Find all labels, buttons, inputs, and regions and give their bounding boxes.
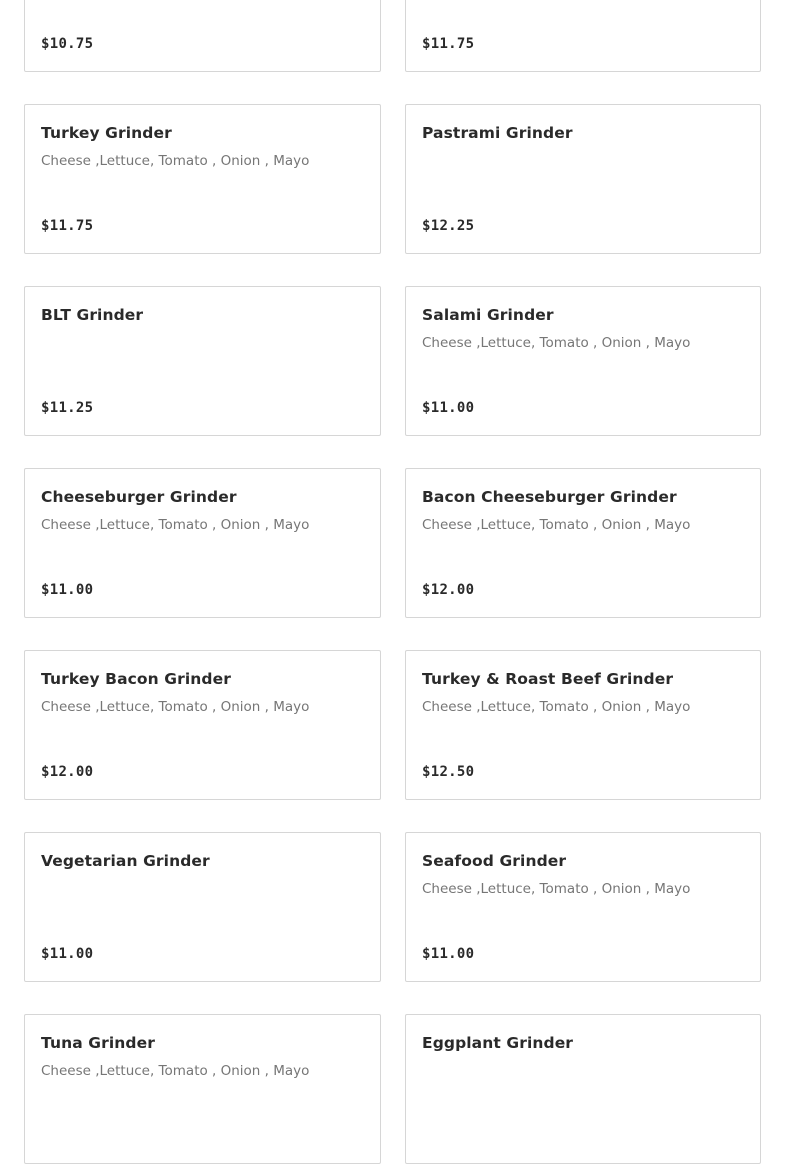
menu-item-card[interactable]: [24, 468, 381, 618]
menu-item-description: Cheese ,Lettuce, Tomato , Onion , Mayo: [422, 699, 691, 715]
menu-item-card[interactable]: [24, 650, 381, 800]
menu-item-card[interactable]: [405, 104, 761, 254]
menu-item-description: Cheese ,Lettuce, Tomato , Onion , Mayo: [422, 517, 691, 533]
menu-item-card[interactable]: [405, 468, 761, 618]
menu-item-card[interactable]: [24, 286, 381, 436]
menu-item-card[interactable]: [24, 832, 381, 982]
menu-item-price: $11.00: [41, 582, 94, 598]
menu-item-description: Cheese ,Lettuce, Tomato , Onion , Mayo: [41, 153, 310, 169]
menu-item-name: BLT Grinder: [41, 306, 144, 324]
menu-item-name: Turkey Bacon Grinder: [41, 670, 231, 688]
menu-item-name: Seafood Grinder: [422, 852, 567, 870]
menu-item-name: Salami Grinder: [422, 306, 554, 324]
menu-item-card[interactable]: [405, 0, 761, 72]
menu-item-price: $11.25: [41, 400, 94, 416]
menu-item-card[interactable]: [24, 1014, 381, 1164]
menu-item-name: Tuna Grinder: [41, 1034, 155, 1052]
menu-item-price: $12.25: [422, 218, 475, 234]
menu-item-price: $12.50: [422, 764, 475, 780]
menu-item-name: Turkey Grinder: [41, 124, 172, 142]
menu-item-price: $11.00: [41, 946, 94, 962]
menu-item-card[interactable]: [405, 286, 761, 436]
menu-item-card[interactable]: [405, 650, 761, 800]
menu-item-price: $11.75: [41, 218, 94, 234]
menu-item-card[interactable]: [405, 832, 761, 982]
menu-item-name: Turkey & Roast Beef Grinder: [422, 670, 674, 688]
menu-item-name: Vegetarian Grinder: [41, 852, 210, 870]
menu-item-card[interactable]: [405, 1014, 761, 1164]
menu-item-description: Cheese ,Lettuce, Tomato , Onion , Mayo: [41, 517, 310, 533]
menu-item-grid: [24, 0, 761, 1164]
menu-item-price: $11.75: [422, 36, 475, 52]
menu-item-price: $10.75: [41, 36, 94, 52]
menu-item-description: Cheese ,Lettuce, Tomato , Onion , Mayo: [41, 699, 310, 715]
menu-item-name: Pastrami Grinder: [422, 124, 573, 142]
menu-item-price: $11.00: [422, 946, 475, 962]
menu-item-description: Cheese ,Lettuce, Tomato , Onion , Mayo: [422, 881, 691, 897]
menu-item-price: $12.00: [41, 764, 94, 780]
menu-item-card[interactable]: [24, 104, 381, 254]
menu-item-price: $12.00: [422, 582, 475, 598]
menu-item-name: Eggplant Grinder: [422, 1034, 574, 1052]
menu-item-card[interactable]: [24, 0, 381, 72]
menu-item-name: Cheeseburger Grinder: [41, 488, 237, 506]
menu-item-description: Cheese ,Lettuce, Tomato , Onion , Mayo: [41, 1063, 310, 1079]
menu-item-description: Cheese ,Lettuce, Tomato , Onion , Mayo: [422, 335, 691, 351]
menu-item-name: Bacon Cheeseburger Grinder: [422, 488, 677, 506]
menu-item-price: $11.00: [422, 400, 475, 416]
